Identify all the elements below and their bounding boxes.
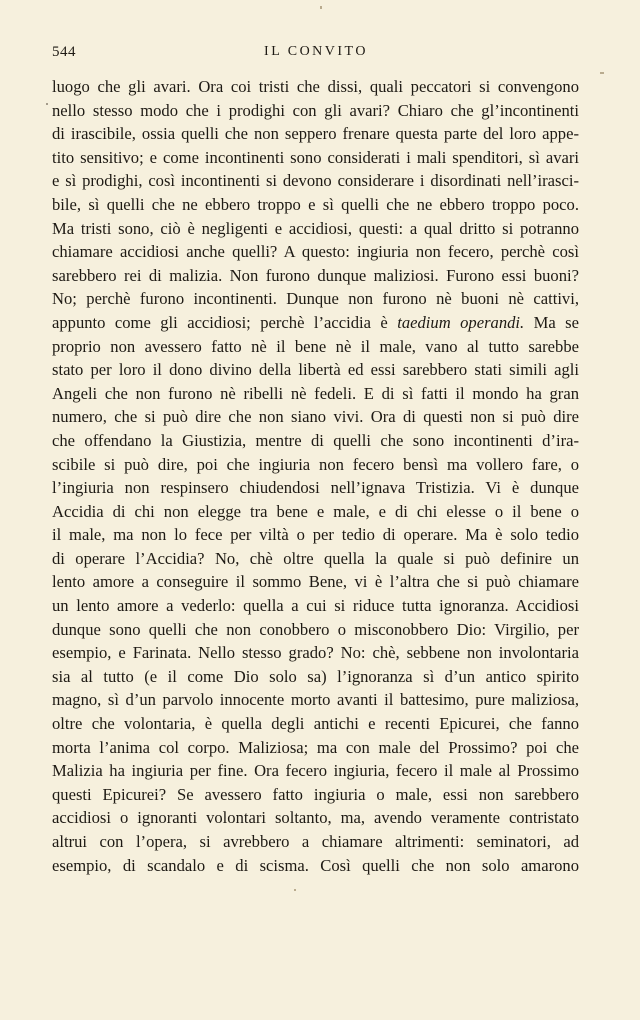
text-line xyxy=(52,594,579,618)
text-line xyxy=(52,500,579,524)
text-fragment: di operare l’Accidia? No, chè oltre quella la quale si può definire un xyxy=(52,548,579,568)
text-line xyxy=(52,523,579,547)
text-line xyxy=(52,122,579,146)
text-line xyxy=(52,688,579,712)
text-fragment: oltre che volontaria, è quella degli antichi e recenti Epicurei, che fanno xyxy=(52,714,579,734)
text-fragment: di irascibile, ossia quelli che non seppero frenare questa parte del loro appe- xyxy=(52,124,579,144)
text-fragment: lento amore a conseguire il sommo Bene, vi è l’altra che si può chiamare xyxy=(52,572,579,592)
text-fragment: luogo che gli avari. Ora coi tristi che dissi, quali peccatori si convengono xyxy=(52,77,579,96)
text-line xyxy=(52,830,579,854)
text-line xyxy=(52,169,579,193)
text-fragment: tito sensitivo; e come incontinenti sono considerati i mali spenditori, sì avari xyxy=(52,147,579,167)
text-fragment: magno, sì d’un parvolo innocente morto avanti il battesimo, pure maliziosa, xyxy=(52,690,579,710)
text-line xyxy=(52,476,579,500)
text-fragment: No; perchè furono incontinenti. Dunque non furono nè buoni nè cattivi, xyxy=(52,289,579,309)
italic-phrase: taedium operandi. xyxy=(397,312,525,332)
text-fragment: proprio non avessero fatto nè il bene nè il male, vano al tutto sarebbe xyxy=(52,336,579,356)
text-fragment: Accidia di chi non elegge tra bene e male, e di chi elesse o il bene o xyxy=(52,501,579,521)
text-fragment: l’ingiuria non respinsero chiudendosi nell’ignava Tristizia. Vi è dunque xyxy=(52,478,579,498)
text-line xyxy=(52,641,579,665)
text-line xyxy=(52,405,579,429)
text-line xyxy=(52,75,579,99)
text-fragment: il male, ma non lo fece per viltà o per tedio di operare. Ma è solo tedio xyxy=(52,525,579,545)
text-fragment: stato per loro il dono divino della libertà ed essi sarebbero stati simili agli xyxy=(52,360,579,380)
body-text xyxy=(52,75,579,877)
text-line xyxy=(52,193,579,217)
text-line xyxy=(52,854,579,878)
paper-speck xyxy=(320,6,322,9)
text-line xyxy=(52,736,579,760)
text-line xyxy=(52,759,579,783)
text-line xyxy=(52,429,579,453)
text-fragment: chiamare accidiosi anche quelli? A questo: ingiuria non fecero, perchè così xyxy=(52,242,579,262)
text-fragment: appunto come gli accidiosi; perchè l’accidia è xyxy=(52,312,398,332)
text-fragment: Ma tristi sono, ciò è negligenti e accidiosi, questi: a qual dritto si potranno xyxy=(52,218,579,238)
text-fragment: altrui con l’opera, si avrebbero a chiamare altrimenti: seminatori, ad xyxy=(52,832,579,851)
text-line xyxy=(52,783,579,807)
text-fragment: che offendano la Giustizia, mentre di quelli che sono incontinenti d’ira- xyxy=(52,430,579,450)
text-line xyxy=(52,146,579,170)
page-header xyxy=(52,44,580,68)
text-fragment: esempio, e Farinata. Nello stesso grado? No: chè, sebbene non involontaria xyxy=(52,643,579,663)
text-fragment: e sì prodighi, così incontinenti si devono considerare i disordinati nell’irasci- xyxy=(52,171,579,191)
text-line xyxy=(52,287,579,311)
text-fragment: un lento amore a vederlo: quella a cui si riduce tutta ignoranza. Accidiosi xyxy=(52,596,579,616)
text-fragment: morta l’anima col corpo. Maliziosa; ma con male del Prossimo? poi che xyxy=(52,737,579,757)
text-fragment: scibile si può dire, poi che ingiuria non fecero bensì ma vollero fare, o xyxy=(52,454,579,474)
text-line xyxy=(52,264,579,288)
text-fragment: Ma se xyxy=(524,312,579,332)
margin-dot xyxy=(46,103,48,105)
text-line xyxy=(52,665,579,689)
running-title: IL CONVITO xyxy=(264,44,368,59)
text-fragment: numero, che si può dire che non siano vivi. Ora di questi non si può dire xyxy=(52,407,579,427)
page-number: 544 xyxy=(52,44,76,60)
text-line xyxy=(52,570,579,594)
text-fragment: Malizia ha ingiuria per fine. Ora fecero ingiuria, fecero il male al Prossimo xyxy=(52,761,579,781)
text-line xyxy=(52,547,579,571)
text-fragment: questi Epicurei? Se avessero fatto ingiuria o male, essi non sarebbero xyxy=(52,784,579,804)
text-line xyxy=(52,99,579,123)
text-line xyxy=(52,453,579,477)
text-fragment: esempio, di scandalo e di scisma. Così quelli che non solo amarono xyxy=(52,855,579,875)
text-line xyxy=(52,311,579,335)
text-fragment: nello stesso modo che i prodighi con gli avari? Chiaro che gl’incontinenti xyxy=(52,100,579,120)
text-fragment: dunque sono quelli che non conobbero o misconobbero Dio: Virgilio, per xyxy=(52,619,579,639)
text-line xyxy=(52,712,579,736)
paper-speck xyxy=(600,72,604,74)
text-line xyxy=(52,806,579,830)
text-fragment: bile, sì quelli che ne ebbero troppo e sì quelli che ne ebbero troppo poco. xyxy=(52,194,579,214)
text-line xyxy=(52,335,579,359)
paper-speck xyxy=(294,889,296,891)
text-line xyxy=(52,382,579,406)
text-fragment: sia al tutto (e il come Dio solo sa) l’ignoranza sì d’un antico spirito xyxy=(52,666,579,686)
text-line xyxy=(52,240,579,264)
text-line xyxy=(52,618,579,642)
text-line xyxy=(52,358,579,382)
text-line xyxy=(52,217,579,241)
text-fragment: Angeli che non furono nè ribelli nè fedeli. E di sì fatti il mondo ha gran xyxy=(52,383,579,403)
text-fragment: accidiosi o ignoranti volontari soltanto, ma, avendo veramente contristato xyxy=(52,808,579,828)
text-fragment: sarebbero rei di malizia. Non furono dunque maliziosi. Furono essi buoni? xyxy=(52,265,579,285)
